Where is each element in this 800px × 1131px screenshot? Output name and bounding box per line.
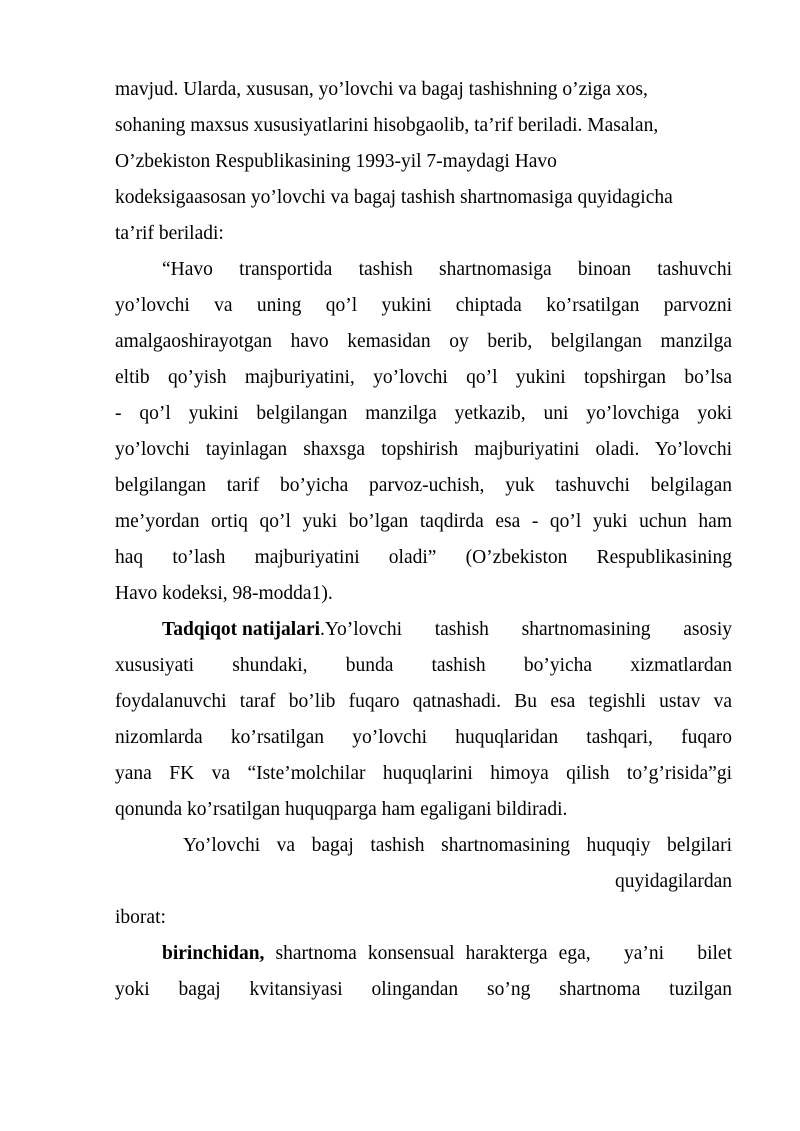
text-line: mavjud. Ularda, xususan, yo’lovchi va bagaj tashishning o’ziga xos, — [115, 79, 648, 100]
text-line: qonunda ko’rsatilgan huquqparga ham egaligani bildiradi. — [115, 799, 568, 820]
quote-line: haq to’lash majburiyatini oladi” (O’zbekiston Respublikasining — [115, 547, 732, 568]
text-line: O’zbekiston Respublikasining 1993-yil 7-maydagi Havo — [115, 151, 557, 172]
text-line: quyidagilardan — [615, 871, 732, 892]
text-line: iborat: — [115, 907, 166, 928]
text-line: shartnoma konsensual harakterga ega, ya’ni bilet — [264, 943, 732, 964]
quote-line: yo’lovchi va uning qo’l yukini chiptada ko’rsatilgan parvozni — [115, 295, 732, 316]
quote-line: belgilangan tarif bo’yicha parvoz-uchish, yuk tashuvchi belgilagan — [115, 475, 732, 496]
text-line: yana FK va “Iste’molchilar huquqlarini himoya qilish to’g’risida”gi — [115, 763, 732, 784]
quote-line: - qo’l yukini belgilangan manzilga yetkazib, uni yo’lovchiga yoki — [115, 403, 732, 424]
text-line: sohaning maxsus xususiyatlarini hisobgaolib, ta’rif beriladi. Masalan, — [115, 115, 659, 136]
first-point-line — [162, 942, 732, 966]
quote-line: me’yordan ortiq qo’l yuki bo’lgan taqdirda esa - qo’l yuki uchun ham — [115, 511, 732, 532]
section-heading: Tadqiqot natijalari — [162, 619, 321, 640]
list-marker: birinchidan, — [162, 943, 265, 964]
quote-line: “Havo transportida tashish shartnomasiga binoan tashuvchi — [162, 259, 732, 280]
text-line: xususiyati shundaki, bunda tashish bo’yicha xizmatlardan — [115, 655, 732, 676]
text-line: .Yo’lovchi tashish shartnomasining asosiy — [320, 619, 732, 640]
quote-line: yo’lovchi tayinlagan shaxsga topshirish majburiyatini oladi. Yo’lovchi — [115, 439, 732, 460]
quote-line: Havo kodeksi, 98-modda1). — [115, 583, 333, 604]
text-line: nizomlarda ko’rsatilgan yo’lovchi huquqlaridan tashqari, fuqaro — [115, 727, 732, 748]
text-line: yoki bagaj kvitansiyasi olingandan so’ng shartnoma tuzilgan — [115, 979, 732, 1000]
text-line: kodeksigaasosan yo’lovchi va bagaj tashish shartnomasiga quyidagicha — [115, 187, 673, 208]
text-line: Yo’lovchi va bagaj tashish shartnomasining huquqiy belgilari — [183, 835, 732, 856]
text-line: foydalanuvchi taraf bo’lib fuqaro qatnashadi. Bu esa tegishli ustav va — [115, 691, 732, 712]
quote-line: amalgaoshirayotgan havo kemasidan oy berib, belgilangan manzilga — [115, 331, 732, 352]
quote-line: eltib qo’yish majburiyatini, yo’lovchi qo’l yukini topshirgan bo’lsa — [115, 367, 732, 388]
results-heading-line — [162, 618, 732, 642]
text-line: ta’rif beriladi: — [115, 223, 224, 244]
